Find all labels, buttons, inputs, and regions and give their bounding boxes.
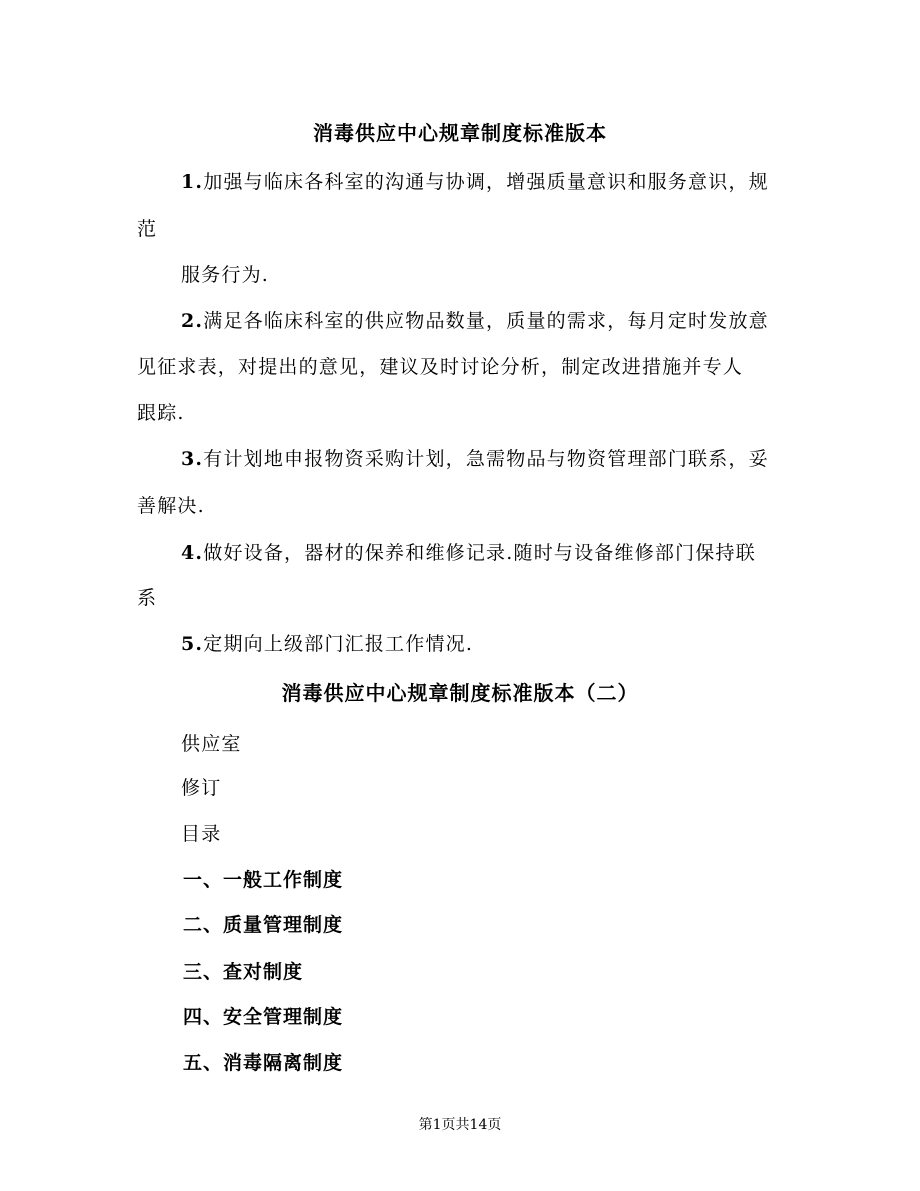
- item-4-number: 4.: [181, 542, 204, 564]
- page-number-footer: 第1页共14页: [418, 1117, 502, 1133]
- item-3-number: 3.: [181, 448, 204, 470]
- item-2-line-3: 跟踪.: [137, 402, 185, 424]
- toc-item-general-work: 一、一般工作制度: [183, 869, 344, 891]
- item-2-number: 2.: [181, 310, 204, 332]
- label-supply-room: 供应室: [181, 733, 242, 755]
- section1-title: 消毒供应中心规章制度标准版本: [313, 121, 607, 145]
- item-5-text: 定期向上级部门汇报工作情况.: [203, 633, 474, 655]
- item-1-text: 加强与临床各科室的沟通与协调，增强质量意识和服务意识，规: [203, 171, 769, 193]
- item-3-line-2: 善解决.: [137, 495, 205, 517]
- item-3-text: 有计划地申报物资采购计划，急需物品与物资管理部门联系，妥: [203, 448, 769, 470]
- toc-item-safety-management: 四、安全管理制度: [183, 1006, 344, 1028]
- item-4-line-2: 系: [137, 587, 158, 609]
- toc-item-disinfection-isolation: 五、消毒隔离制度: [183, 1052, 344, 1074]
- item-2-text: 满足各临床科室的供应物品数量，质量的需求，每月定时发放意: [203, 310, 769, 332]
- toc-item-check: 三、查对制度: [183, 961, 304, 983]
- toc-item-quality-management: 二、质量管理制度: [183, 914, 344, 936]
- item-5-line-1: [181, 629, 473, 656]
- item-3-line-1: [181, 444, 769, 471]
- item-5-number: 5.: [181, 633, 204, 655]
- item-1-number: 1.: [181, 171, 204, 193]
- item-2-line-2: 见征求表，对提出的意见，建议及时讨论分析，制定改进措施并专人: [137, 356, 744, 378]
- item-4-text: 做好设备，器材的保养和维修记录.随时与设备维修部门保持联: [203, 542, 756, 564]
- item-4-line-1: [181, 538, 756, 565]
- item-2-line-1: [181, 306, 769, 333]
- label-contents: 目录: [181, 823, 222, 845]
- item-1-line-2: 范: [137, 218, 158, 240]
- item-1-line-3: 服务行为.: [181, 264, 270, 286]
- label-revision: 修订: [181, 777, 222, 799]
- item-1-line-1: [181, 167, 769, 194]
- section2-title: 消毒供应中心规章制度标准版本（二）: [281, 681, 639, 705]
